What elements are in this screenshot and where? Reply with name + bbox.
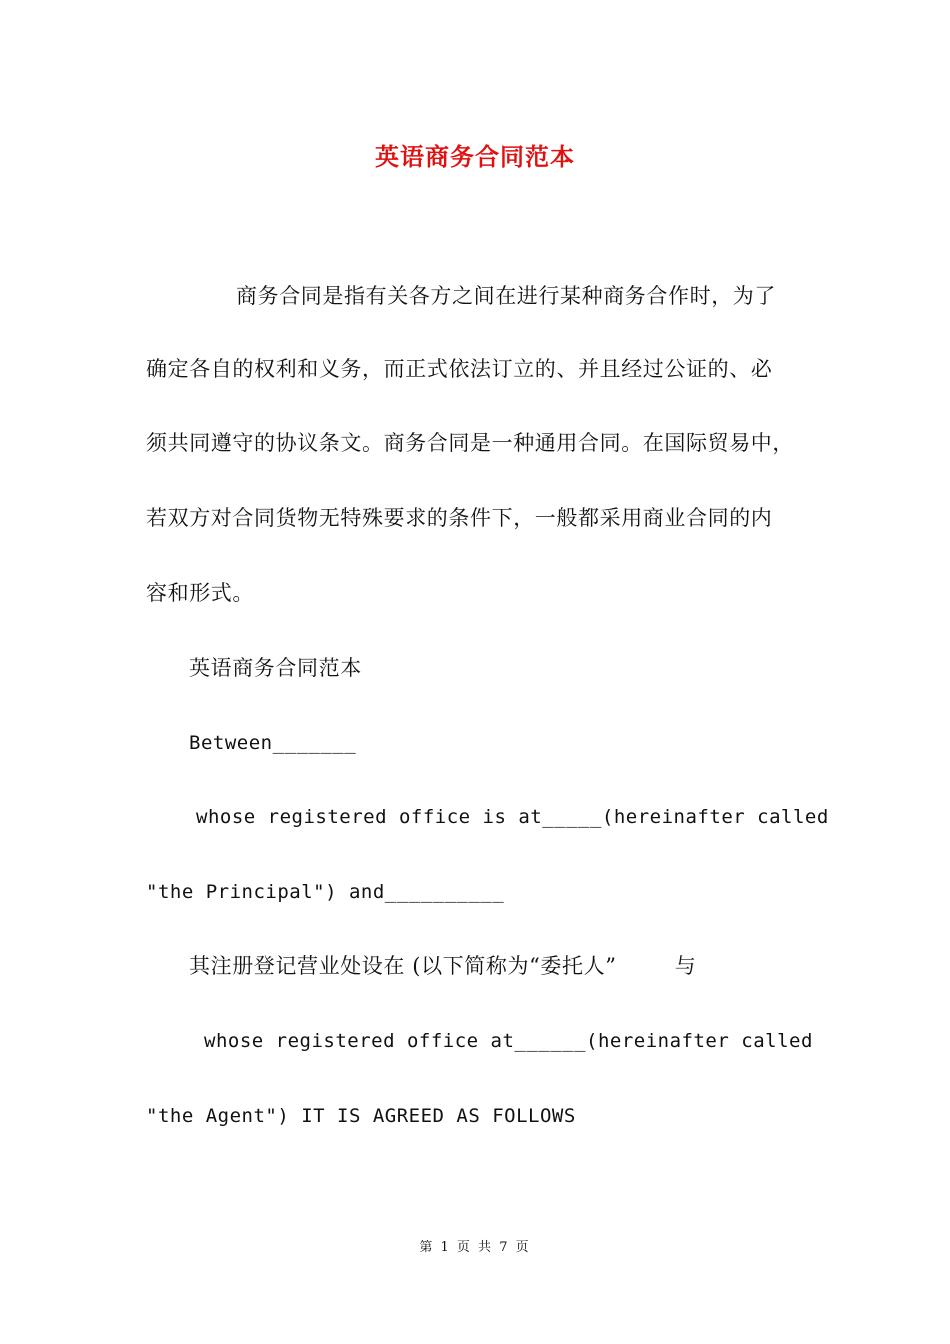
section-subheading: 英语商务合同范本 <box>189 656 362 680</box>
intro-paragraph-line: 确定各自的权利和义务，而正式依法订立的、并且经过公证的、必 <box>146 357 773 381</box>
principal-clause-line: "the Principal") and__________ <box>146 881 505 903</box>
document-title: 英语商务合同范本 <box>375 142 575 171</box>
intro-paragraph-line: 容和形式。 <box>146 581 254 605</box>
agent-clause-line: whose registered office at______(hereinafter called <box>204 1030 813 1052</box>
intro-paragraph-line: 须共同遵守的协议条文。商务合同是一种通用合同。在国际贸易中， <box>146 431 794 455</box>
principal-clause-line: whose registered office is at_____(hereinafter called <box>196 806 829 828</box>
agent-clause-line: "the Agent") IT IS AGREED AS FOLLOWS <box>146 1105 576 1127</box>
chinese-clause-line: 其注册登记营业处设在 (以下简称为“委托人” 与 <box>189 954 697 978</box>
between-line: Between_______ <box>189 732 357 754</box>
intro-paragraph-line: 商务合同是指有关各方之间在进行某种商务合作时，为了 <box>236 284 776 308</box>
page-number-footer: 第 1 页 共 7 页 <box>419 1240 531 1255</box>
intro-paragraph-line: 若双方对合同货物无特殊要求的条件下，一般都采用商业合同的内 <box>146 506 773 530</box>
